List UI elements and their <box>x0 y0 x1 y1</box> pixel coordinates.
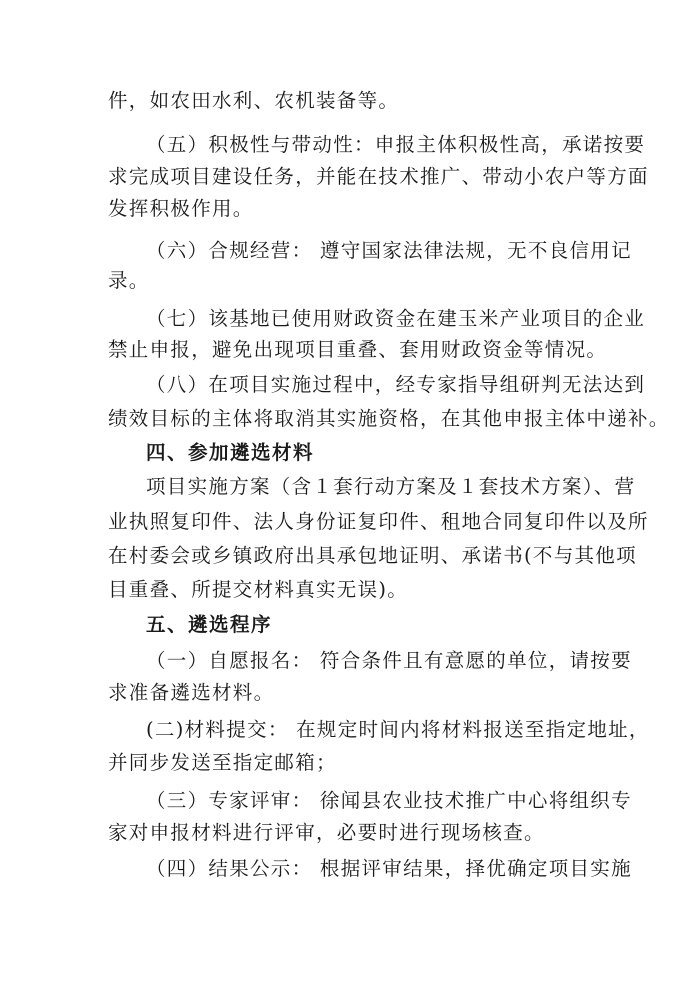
text-line-6: 录。 <box>108 269 150 292</box>
section-heading-5: 五、遴选程序 <box>146 613 273 636</box>
text-line-4: 发挥积极作用。 <box>108 197 254 220</box>
text-line-7: （七）该基地已使用财政资金在建玉米产业项目的企业 <box>146 307 646 330</box>
text-line-5: （六）合规经营： 遵守国家法律法规，无不良信用记 <box>146 239 632 262</box>
text-line-22: 家对申报材料进行评审，必要时进行现场核查。 <box>108 821 545 844</box>
text-line-19: (二)材料提交： 在规定时间内将材料报送至指定地址， <box>146 718 650 741</box>
text-line-18: 求准备遴选材料。 <box>108 681 275 704</box>
text-line-2: （五）积极性与带动性：申报主体积极性高，承诺按要 <box>146 133 646 156</box>
text-line-15: 目重叠、所提交材料真实无误)。 <box>108 578 409 601</box>
text-line-13: 业执照复印件、法人身份证复印件、租地合同复印件以及所 <box>108 510 649 533</box>
text-line-17: （一）自愿报名： 符合条件且有意愿的单位，请按要 <box>146 649 632 672</box>
text-line-12: 项目实施方案（含１套行动方案及１套技术方案）、营 <box>146 475 636 498</box>
text-line-20: 并同步发送至指定邮箱； <box>108 751 337 774</box>
text-line-21: （三）专家评审： 徐闻县农业技术推广中心将组织专 <box>146 789 632 812</box>
text-line-10: 绩效目标的主体将取消其实施资格，在其他申报主体中递补。 <box>108 407 670 430</box>
text-line-14: 在村委会或乡镇政府出具承包地证明、承诺书(不与其他项 <box>108 544 637 567</box>
text-line-3: 求完成项目建设任务，并能在技术推广、带动小农户等方面 <box>108 165 649 188</box>
text-line-9: （八）在项目实施过程中，经专家指导组研判无法达到 <box>146 373 646 396</box>
text-line-1: 件，如农田水利、农机装备等。 <box>108 89 400 112</box>
section-heading-4: 四、参加遴选材料 <box>146 441 315 464</box>
text-line-8: 禁止申报，避免出现项目重叠、套用财政资金等情况。 <box>108 338 608 361</box>
text-line-23: （四）结果公示： 根据评审结果，择优确定项目实施 <box>146 857 632 880</box>
